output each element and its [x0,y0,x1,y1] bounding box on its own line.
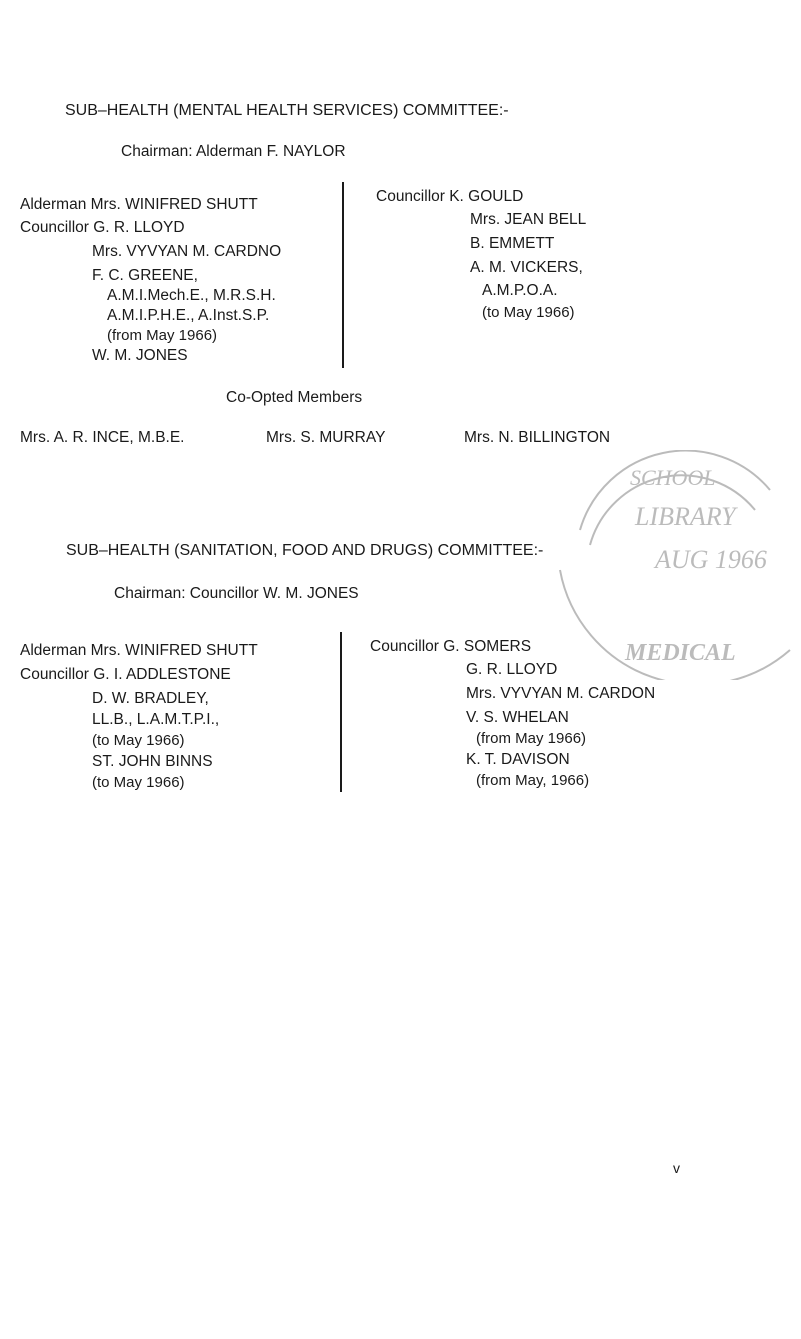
mh-left-line-1: Alderman Mrs. WINIFRED SHUTT [20,196,258,213]
sf-right-line-2: G. R. LLOYD [466,661,558,678]
coopted-member-3: Mrs. N. BILLINGTON [464,429,611,446]
mental-health-heading: SUB–HEALTH (MENTAL HEALTH SERVICES) COMMITTEE:- [65,102,509,119]
sf-right-line-1: Councillor G. SOMERS [370,638,532,655]
stamp-text-top: SCHOOL [630,465,716,490]
sf-right-line-5: (from May 1966) [476,730,587,747]
mh-right-line-3: B. EMMETT [470,235,555,252]
sf-right-line-3: Mrs. VYVYAN M. CARDON [466,685,656,702]
library-stamp-icon [540,450,801,680]
sanitation-chairman: Chairman: Councillor W. M. JONES [114,585,359,602]
mh-right-line-6: (to May 1966) [482,304,575,321]
sf-left-line-6: ST. JOHN BINNS [92,753,213,770]
mh-left-line-2: Councillor G. R. LLOYD [20,219,185,236]
stamp-text-mid: LIBRARY [635,502,736,531]
sf-right-line-6: K. T. DAVISON [466,751,570,768]
coopted-member-1: Mrs. A. R. INCE, M.B.E. [20,429,185,446]
coopted-heading: Co-Opted Members [226,389,363,406]
mh-left-line-5: A.M.I.Mech.E., M.R.S.H. [107,287,276,304]
coopted-member-2: Mrs. S. MURRAY [266,429,386,446]
mh-left-line-6: A.M.I.P.H.E., A.Inst.S.P. [107,307,270,324]
sanitation-heading: SUB–HEALTH (SANITATION, FOOD AND DRUGS) COMMITTEE:- [66,542,544,559]
stamp-text-date: AUG 1966 [655,545,767,574]
mh-left-line-8: W. M. JONES [92,347,188,364]
mh-right-line-4: A. M. VICKERS, [470,259,583,276]
page-number: v [673,1160,680,1176]
column-divider [342,182,344,368]
mh-right-line-2: Mrs. JEAN BELL [470,211,587,228]
sf-left-line-5: (to May 1966) [92,732,185,749]
mh-left-line-3: Mrs. VYVYAN M. CARDNO [92,243,282,260]
column-divider-2 [340,632,342,792]
sf-right-line-7: (from May, 1966) [476,772,590,789]
sf-right-line-4: V. S. WHELAN [466,709,569,726]
mh-right-line-1: Councillor K. GOULD [376,188,524,205]
sf-left-line-1: Alderman Mrs. WINIFRED SHUTT [20,642,258,659]
sf-left-line-2: Councillor G. I. ADDLESTONE [20,666,231,683]
mh-right-line-5: A.M.P.O.A. [482,282,558,299]
mental-health-chairman: Chairman: Alderman F. NAYLOR [121,143,346,160]
mh-left-line-4: F. C. GREENE, [92,267,198,284]
sf-left-line-3: D. W. BRADLEY, [92,690,209,707]
stamp-text-bottom: MEDICAL [625,640,736,666]
sf-left-line-7: (to May 1966) [92,774,185,791]
mh-left-line-7: (from May 1966) [107,327,218,344]
sf-left-line-4: LL.B., L.A.M.T.P.I., [92,711,220,728]
